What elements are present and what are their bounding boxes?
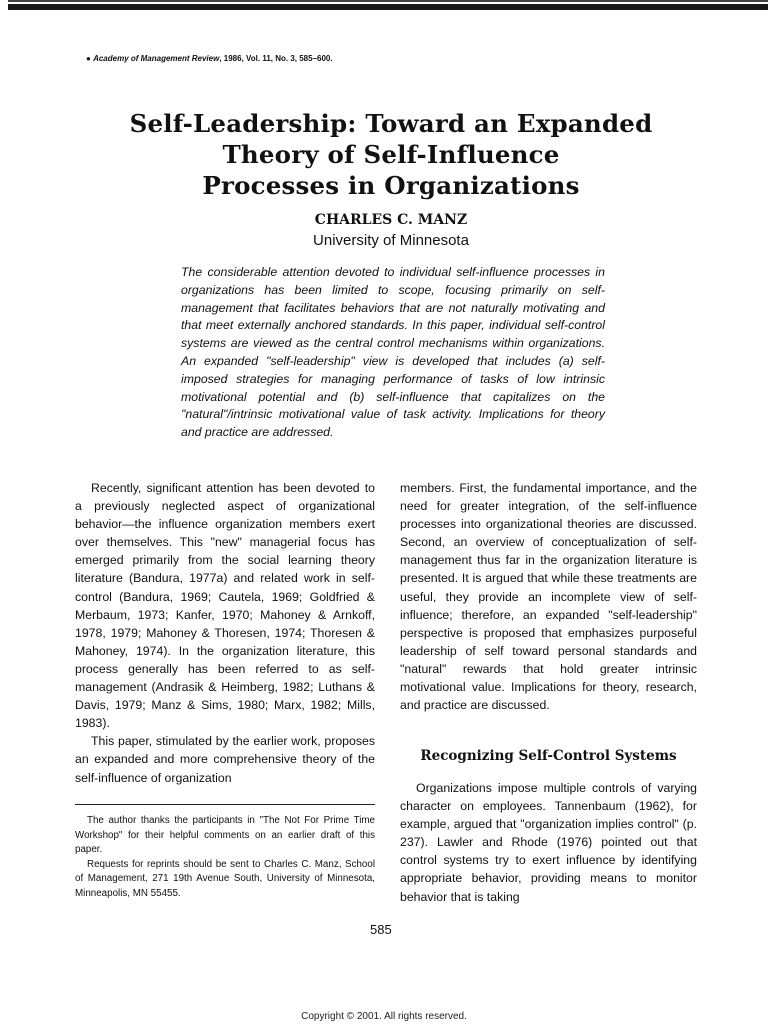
top-border-thin — [8, 0, 768, 2]
title-line-2: Theory of Self-Influence — [222, 140, 560, 169]
right-column-continued — [400, 779, 697, 906]
citation-details: , 1986, Vol. 11, No. 3, 585–600. — [219, 54, 333, 63]
footnote-divider — [75, 804, 375, 805]
journal-citation — [86, 54, 333, 63]
right-column — [400, 479, 697, 714]
body-paragraph: Organizations impose multiple controls of varying character on employees. Tannenbaum (1962), for example, argued that "organization implies control" (p. 237). Lawler and Rhode (1976) pointed out that control systems try to exert influence by identifying appropriate behavior, providing means to monitor behavior that is taking — [400, 781, 697, 904]
abstract: The considerable attention devoted to individual self-influence processes in organizations has been limited to scope, focusing primarily on self-management that facilitates behaviors that are not naturally motivating and that meet externally anchored standards. In this paper, individual self-control systems are viewed as the central control mechanisms within organizations. An expanded "self-leadership" view is developed that includes (a) self-imposed strategies for managing performance of tasks of low intrinsic motivational potential and (b) self-influence that capitalizes on the "natural"/intrinsic motivational value of task activity. Implications for theory and practice are addressed. — [181, 265, 605, 440]
top-border — [8, 4, 768, 10]
body-paragraph: Recently, significant attention has been devoted to a previously neglected aspect of organizational behavior—the influence organization members exert over themselves. This "new" managerial focus has emerged primarily from the social learning theory literature (Bandura, 1977a) and related work in self-control (Bandura, 1969; Cautela, 1969; Goldfried & Merbaum, 1973; Kanfer, 1970; Mahoney & Arnkoff, 1978, 1979; Mahoney & Thoresen, 1974; Thoresen & Mahoney, 1974). In the organization literature, this process generally has been referred to as self-management (Andrasik & Heimberg, 1982; Luthans & Davis, 1979; Manz & Sims, 1980; Marx, 1982; Mills, 1983). — [75, 481, 375, 731]
copyright-notice: Copyright © 2001. All rights reserved. — [301, 1011, 467, 1022]
author-affiliation: University of Minnesota — [313, 232, 469, 249]
citation-journal: Academy of Management Review — [93, 54, 220, 63]
author-name: CHARLES C. MANZ — [314, 212, 468, 228]
page-number: 585 — [370, 922, 392, 937]
footnote-acknowledgment: The author thanks the participants in "The Not For Prime Time Workshop" for their helpful comments on an earlier draft of this paper. — [75, 815, 375, 856]
footnote-reprints: Requests for reprints should be sent to Charles C. Manz, School of Management, 271 19th Avenue South, University of Minnesota, Minneapolis, MN 55455. — [75, 858, 375, 899]
section-heading: Recognizing Self-Control Systems — [420, 748, 677, 764]
body-paragraph: members. First, the fundamental importance, and the need for greater integration, of the self-influence processes into organizational theories are discussed. Second, an overview of conceptualization of self-management thus far in the organization literature is presented. It is argued that while these treatments are useful, they provide an incomplete view of self-influence; therefore, an expanded "self-leadership" perspective is proposed that emphasizes purposeful leadership of self toward personal standards and "natural" rewards that hold greater intrinsic motivational value. Implications for theory, research, and practice are discussed. — [400, 481, 697, 713]
citation-bullet: ● — [86, 54, 94, 63]
footnotes — [75, 814, 375, 902]
paper-title — [96, 108, 686, 201]
title-line-1: Self-Leadership: Toward an Expanded — [129, 109, 653, 138]
left-column — [75, 479, 375, 787]
body-paragraph: This paper, stimulated by the earlier work, proposes an expanded and more comprehensive theory of the self-influence of organization — [75, 734, 375, 785]
title-line-3: Processes in Organizations — [202, 171, 580, 200]
